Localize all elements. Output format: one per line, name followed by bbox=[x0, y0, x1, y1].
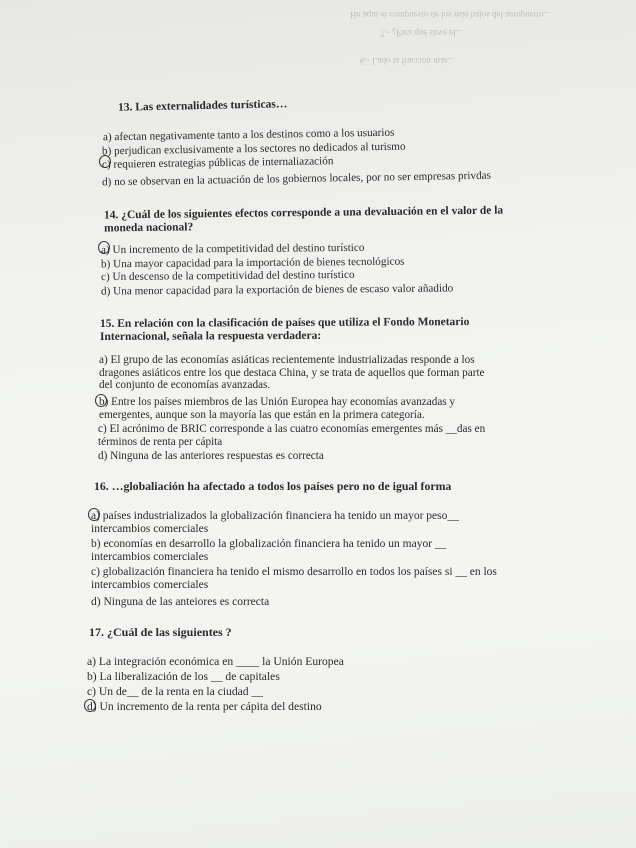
question-13-option-a: a) afectan negativamente tanto a los destinos como a los usuarios bbox=[102, 126, 395, 144]
question-15-title: 15. En relación con la clasificación de países que utiliza el Fondo Monetario Internacional, señala la respuesta verdadera: bbox=[99, 316, 470, 343]
question-14-option-c: c) Un descenso de la competitividad del destino turístico bbox=[100, 268, 355, 284]
question-13-title: 13. Las externalidades turísticas… bbox=[117, 98, 288, 114]
question-17-title: 17. ¿Cuál de las siguientes ? bbox=[89, 625, 232, 639]
question-16-option-b: b) economías en desarrollo la globalización financiera ha tenido un mayor __ intercambios comerciales bbox=[91, 538, 447, 563]
question-14-option-b: b) Una mayor capacidad para la importación de bienes tecnológicos bbox=[100, 255, 405, 271]
bleed-through-line-2: 7.- ¿Para qué sirve el... bbox=[380, 28, 463, 38]
question-17-option-b: b) La liberalización de los __ de capitales bbox=[87, 670, 280, 683]
question-17-option-a: a) La integración económica en ____ la Unión Europea bbox=[87, 655, 344, 668]
question-15-option-b: b) Entre los países miembros de las Unión Europea hay economías avanzadas y emergentes, aunque son la mayoría las que están en la primera categoría. bbox=[99, 396, 456, 421]
bleed-through-line-1: He aquí el compuesto de los más bajos del aeropuerto... bbox=[350, 10, 551, 20]
question-16-option-d: d) Ninguna de las anteiores es correcta bbox=[91, 596, 270, 608]
question-14-option-a: a) Un incremento de la competitividad del destino turístico bbox=[100, 241, 365, 257]
question-15-option-c: c) El acrónimo de BRIC corresponde a las cuatro economías emergentes más __das en términos de renta per cápita bbox=[98, 423, 486, 448]
question-13-option-d: d) no se observan en la actuación de los gobiernos locales, por no ser empresas privdas bbox=[101, 169, 492, 189]
question-13-option-b: b) perjudican exclusivamente a los sectores no dedicados al turismo bbox=[101, 140, 406, 158]
question-16-option-a: a) países industrializados la globalización financiera ha tenido un mayor peso__ intercambios comerciales bbox=[91, 510, 459, 535]
question-16-title: 16. …globaliación ha afectado a todos los países pero no de igual forma bbox=[94, 479, 452, 493]
bleed-through-line-3: 6.- Lado la fracción más... bbox=[360, 56, 455, 66]
question-16-option-c: c) globalización financiera ha tenido el mismo desarrollo en todos los países si __ en los intercambios comerciales bbox=[91, 566, 497, 591]
question-13-option-c: c) requieren estrategias públicas de internaliazación bbox=[101, 155, 334, 171]
question-14-option-d: d) Una menor capacidad para la exportación de bienes de escaso valor añadido bbox=[100, 282, 454, 298]
question-17-option-d: d) Un incremento de la renta per cápita del destino bbox=[87, 700, 322, 713]
question-17-option-c: c) Un de__ de la renta en la ciudad __ bbox=[87, 685, 264, 698]
question-15-option-d: d) Ninguna de las anteriores respuestas es correcta bbox=[98, 450, 324, 462]
question-15-option-a: a) El grupo de las economías asiáticas recientemente industrializadas responde a los dragones asiáticos entre los que destaca China, y se trata de aquellos que forman parte del conjunto de economías avanzadas. bbox=[99, 354, 485, 392]
question-14-title: 14. ¿Cuál de los siguientes efectos corresponde a una devaluación en el valor de la moneda nacional? bbox=[103, 204, 504, 235]
